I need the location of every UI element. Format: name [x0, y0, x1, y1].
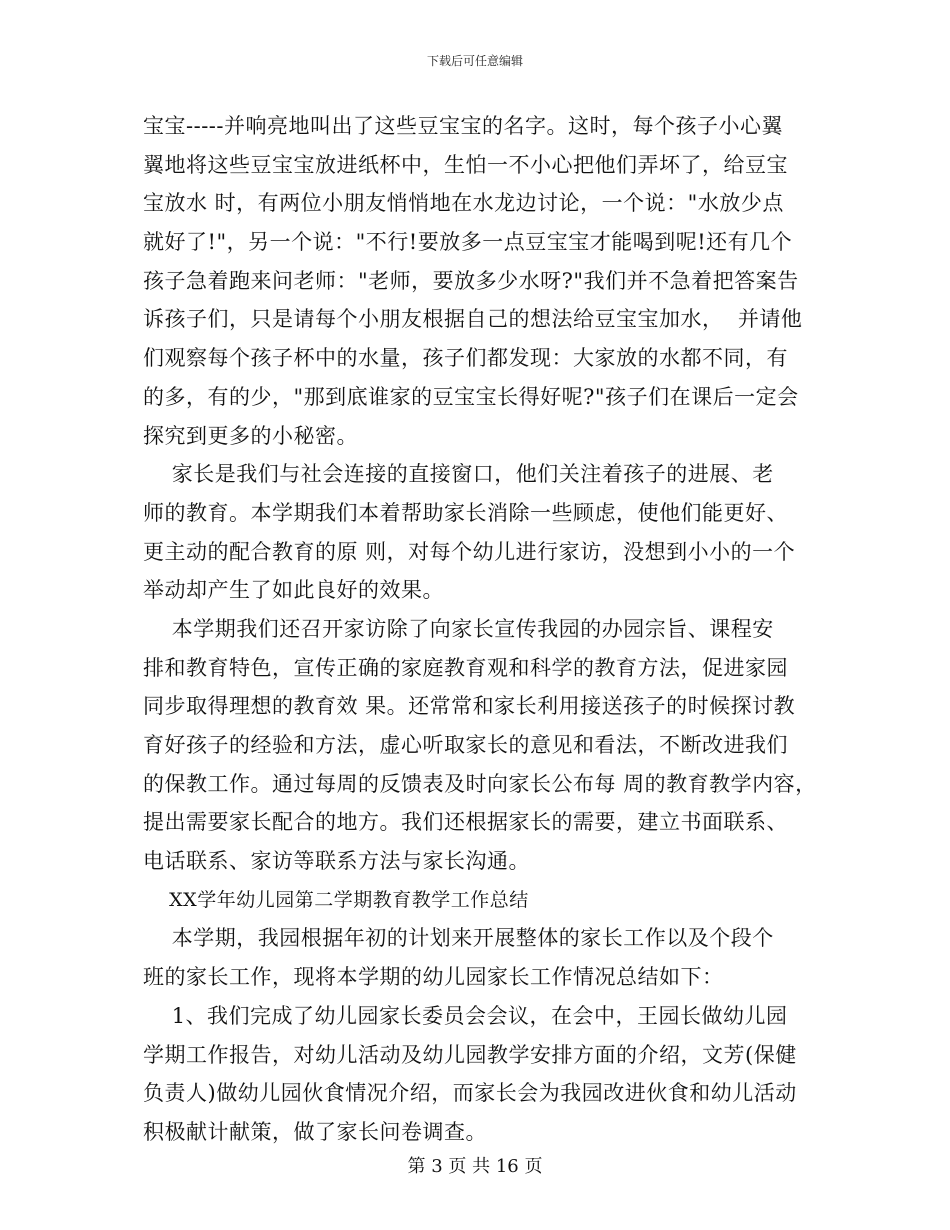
body-line: 1、我们完成了幼儿园家长委员会会议，在会中，王园长做幼儿园 — [143, 1003, 788, 1028]
body-line: 探究到更多的小秘密。 — [143, 423, 358, 448]
body-line: 电话联系、家访等联系方法与家长沟通。 — [143, 849, 530, 874]
body-line: 同步取得理想的教育效 果。还常常和家长利用接送孩子的时候探讨教 — [143, 694, 796, 719]
body-line: 排和教育特色，宣传正确的家庭教育观和科学的教育方法，促进家园 — [143, 655, 788, 680]
body-line: 提出需要家长配合的地方。我们还根据家长的需要，建立书面联系、 — [143, 810, 788, 835]
section-heading: XX学年幼儿园第二学期教育教学工作总结 — [143, 888, 529, 911]
body-line: 举动却产生了如此良好的效果。 — [143, 578, 444, 603]
body-line: 班的家长工作，现将本学期的幼儿园家长工作情况总结如下： — [143, 965, 724, 990]
body-line: 学期工作报告，对幼儿活动及幼儿园教学安排方面的介绍，文芳(保健 — [143, 1042, 797, 1067]
body-line: 孩子急着跑来问老师："老师，要放多少水呀?"我们并不急着把答案告 — [143, 268, 799, 293]
body-line: 们观察每个孩子杯中的水量，孩子们都发现：大家放的水都不同，有 — [143, 346, 788, 371]
body-line: 本学期，我园根据年初的计划来开展整体的家长工作以及个段个 — [143, 926, 774, 951]
body-line: 育好孩子的经验和方法，虚心听取家长的意见和看法，不断改进我们 — [143, 733, 788, 757]
body-line: 更主动的配合教育的原 则，对每个幼儿进行家访，没想到小小的一个 — [143, 539, 796, 564]
body-line: 家长是我们与社会连接的直接窗口，他们关注着孩子的进展、老 — [143, 462, 774, 487]
page-header: 下载后可任意编辑 — [426, 54, 523, 68]
body-line: 负责人)做幼儿园伙食情况介绍，而家长会为我园改进伙食和幼儿活动 — [143, 1081, 797, 1106]
document-body — [143, 107, 823, 1152]
body-line: 宝放水 时，有两位小朋友悄悄地在水龙边讨论，一个说："水放少点 — [143, 191, 784, 216]
body-line: 的保教工作。通过每周的反馈表及时向家长公布每 周的教育教学内容， — [143, 771, 817, 796]
body-line: 本学期我们还召开家访除了向家长宣传我园的办园宗旨、课程安 — [143, 616, 774, 641]
body-line: 翼地将这些豆宝宝放进纸杯中，生怕一不小心把他们弄坏了，给豆宝 — [143, 152, 788, 177]
body-line: 师的教育。本学期我们本着帮助家长消除一些顾虑，使他们能更好、 — [143, 500, 788, 525]
body-line: 就好了!"，另一个说："不行!要放多一点豆宝宝才能喝到呢!还有几个 — [143, 230, 793, 255]
body-line: 积极献计献策，做了家长问卷调查。 — [143, 1119, 487, 1144]
page-number: 第 3 页 共 16 页 — [407, 1156, 543, 1177]
body-line: 诉孩子们，只是请每个小朋友根据自己的想法给豆宝宝加水， 并请他 — [143, 307, 803, 332]
body-line: 的多，有的少，"那到底谁家的豆宝宝长得好呢?"孩子们在课后一定会 — [143, 384, 799, 409]
body-line: 宝宝-----并响亮地叫出了这些豆宝宝的名字。这时，每个孩子小心翼 — [143, 114, 783, 138]
